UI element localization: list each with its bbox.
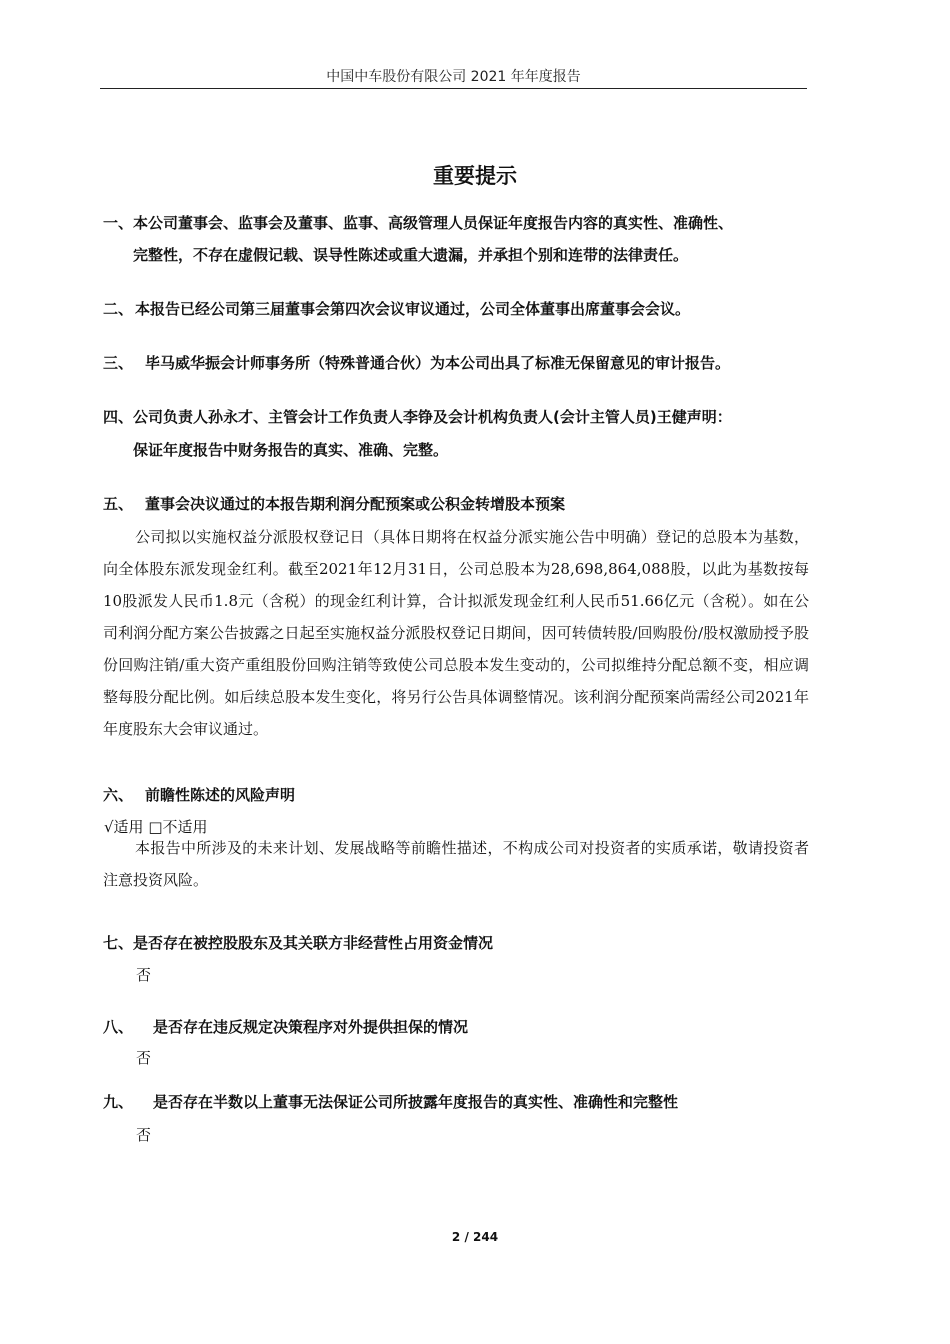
item-6-text: 前瞻性陈述的风险声明 [145, 786, 296, 804]
item-1-number: 一、 [103, 214, 134, 232]
page-header: 中国中车股份有限公司 2021 年年度报告 [326, 69, 581, 85]
item-9 [103, 1091, 678, 1112]
item-5-text: 董事会决议通过的本报告期利润分配预案或公积金转增股本预案 [145, 495, 566, 513]
item-9-text: 是否存在半数以上董事无法保证公司所披露年度报告的真实性、准确性和完整性 [153, 1093, 679, 1111]
item-6-number: 六、 [103, 786, 134, 804]
item-8 [103, 1016, 468, 1037]
applicability-checkbox: √适用 □不适用 [104, 818, 208, 836]
item-8-number: 八、 [103, 1018, 134, 1036]
item-4-text-2: 保证年度报告中财务报告的真实、准确、完整。 [133, 441, 449, 459]
item-6 [103, 784, 295, 805]
item-2-text: 本报告已经公司第三届董事会第四次会议审议通过，公司全体董事出席董事会会议。 [135, 300, 691, 318]
item-7-answer: 否 [136, 966, 152, 984]
item-9-answer: 否 [136, 1126, 152, 1144]
item-1-text-2: 完整性，不存在虚假记载、误导性陈述或重大遗漏，并承担个别和连带的法律责任。 [133, 246, 689, 264]
item-7 [103, 932, 493, 953]
item-4-line-1 [103, 406, 732, 427]
item-2 [103, 298, 690, 319]
page-number: 2 / 244 [451, 1230, 499, 1244]
item-1-text-1: 本公司董事会、监事会及董事、监事、高级管理人员保证年度报告内容的真实性、准确性、 [133, 214, 734, 232]
item-9-number: 九、 [103, 1093, 134, 1111]
item-3 [103, 352, 730, 373]
page-title: 重要提示 [433, 164, 517, 188]
header-rule [100, 88, 807, 89]
item-8-text: 是否存在违反规定决策程序对外提供担保的情况 [153, 1018, 469, 1036]
item-3-number: 三、 [103, 354, 134, 372]
section-5-body: 公司拟以实施权益分派股权登记日（具体日期将在权益分派实施公告中明确）登记的总股本为基数，向全体股东派发现金红利。截至2021年12月31日，公司总股本为28,698,864,088股，以此为基数按每10股派发人民币1.8元（含税）的现金红利计算，合计拟派发现金红利人民币51.66亿元（含税）。如在公司利润分配方案公告披露之日起至实施权益分派股权登记日期间，因可转债转股/回购股份/股权激励授予股份回购注销/重大资产重组股份回购注销等致使公司总股本发生变动的，公司拟维持分配总额不变，相应调整每股分配比例。如后续总股本发生变化，将另行公告具体调整情况。该利润分配预案尚需经公司2021年年度股东大会审议通过。 [103, 528, 809, 738]
item-1-line-1 [103, 212, 733, 233]
item-3-text: 毕马威华振会计师事务所（特殊普通合伙）为本公司出具了标准无保留意见的审计报告。 [145, 354, 731, 372]
item-7-number: 七、 [103, 934, 134, 952]
item-2-number: 二、 [103, 300, 134, 318]
item-8-answer: 否 [136, 1049, 152, 1067]
item-4-text-1: 公司负责人孙永才、主管会计工作负责人李铮及会计机构负责人(会计主管人员)王健声明： [133, 408, 732, 426]
section-6-body: 本报告中所涉及的未来计划、发展战略等前瞻性描述，不构成公司对投资者的实质承诺，敬请投资者注意投资风险。 [103, 839, 809, 889]
item-5 [103, 493, 565, 514]
item-5-number: 五、 [103, 495, 134, 513]
item-7-text: 是否存在被控股股东及其关联方非经营性占用资金情况 [133, 934, 494, 952]
item-4-number: 四、 [103, 408, 134, 426]
